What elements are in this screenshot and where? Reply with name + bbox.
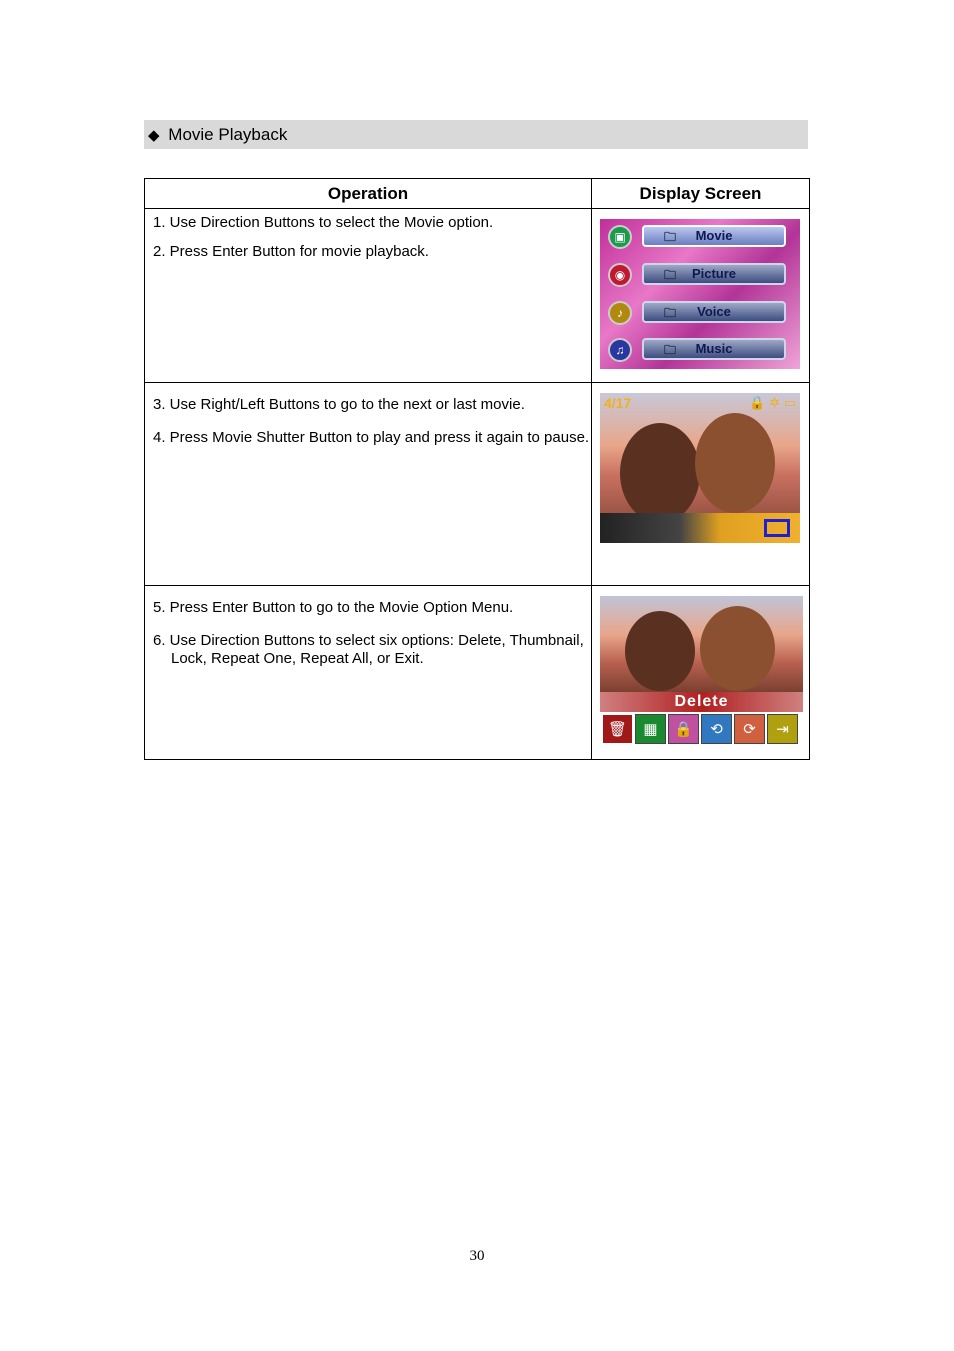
operation-cell xyxy=(145,383,592,586)
repeat-all-icon: ⟳ xyxy=(734,714,765,744)
menu-button: 🗀 Movie xyxy=(642,225,786,247)
step-text: 3. Use Right/Left Buttons to go to the next or last movie. xyxy=(153,396,525,413)
menu-button: 🗀 Music xyxy=(642,338,786,360)
movie-counter: 4/17 xyxy=(604,395,632,411)
lock-icon: 🔒 xyxy=(749,395,766,410)
music-note-icon: ♫ xyxy=(608,338,632,362)
operation-table xyxy=(144,178,810,760)
table-header-row xyxy=(145,179,810,209)
operation-cell xyxy=(145,586,592,760)
playback-screen xyxy=(600,393,800,543)
section-header xyxy=(144,120,808,149)
step-text: 4. Press Movie Shutter Button to play and press it again to pause. xyxy=(153,429,590,446)
display-screen-cell xyxy=(592,586,810,760)
step-text: 5. Press Enter Button to go to the Movie Option Menu. xyxy=(153,599,514,616)
option-label: Delete xyxy=(600,692,803,712)
display-screen-header: Display Screen xyxy=(592,179,810,209)
movie-camera-icon: ▣ xyxy=(608,225,632,249)
menu-item-picture xyxy=(608,261,788,289)
repeat-one-icon: ⟲ xyxy=(701,714,732,744)
person-left-image xyxy=(620,423,700,523)
movie-thumbnail-image xyxy=(600,596,803,692)
card-icon: ▭ xyxy=(783,395,796,410)
operation-cell xyxy=(145,209,592,383)
menu-item-music xyxy=(608,336,788,364)
camera-icon: ◉ xyxy=(608,263,632,287)
star-icon: ✲ xyxy=(769,395,781,410)
exit-icon: ⇥ xyxy=(767,714,798,744)
display-screen-cell xyxy=(592,383,810,586)
movie-indicator-icon xyxy=(764,519,790,537)
folder-icon: 🗀 xyxy=(664,343,677,357)
menu-item-movie xyxy=(608,223,788,251)
option-icon-bar xyxy=(602,714,798,744)
mode-menu-screen xyxy=(600,219,800,369)
lock-icon: 🔒 xyxy=(668,714,699,744)
step-text: 2. Press Enter Button for movie playback. xyxy=(153,243,429,260)
display-screen-cell xyxy=(592,209,810,383)
table-row xyxy=(145,383,810,586)
menu-item-voice xyxy=(608,299,788,327)
person-right-image xyxy=(695,413,775,513)
menu-button: 🗀 Voice xyxy=(642,301,786,323)
table-row xyxy=(145,586,810,760)
page-number: 30 xyxy=(469,1248,485,1264)
section-title: Movie Playback xyxy=(168,125,288,144)
folder-icon: 🗀 xyxy=(664,306,677,320)
microphone-icon: ♪ xyxy=(608,301,632,325)
folder-icon: 🗀 xyxy=(664,268,677,282)
operation-header: Operation xyxy=(145,179,592,209)
status-icons xyxy=(749,395,796,411)
menu-button: 🗀 Picture xyxy=(642,263,786,285)
option-menu-screen xyxy=(600,596,803,746)
folder-icon: 🗀 xyxy=(664,230,677,244)
step-text: 1. Use Direction Buttons to select the Movie option. xyxy=(153,214,494,231)
step-text: 6. Use Direction Buttons to select six options: Delete, Thumbnail, Lock, Repeat One, Repeat All, or Exit. xyxy=(153,632,584,667)
thumbnail-icon: ▦ xyxy=(635,714,666,744)
table-row xyxy=(145,209,810,383)
diamond-bullet-icon: ◆ xyxy=(148,127,160,144)
trash-icon: 🗑 xyxy=(602,714,633,744)
